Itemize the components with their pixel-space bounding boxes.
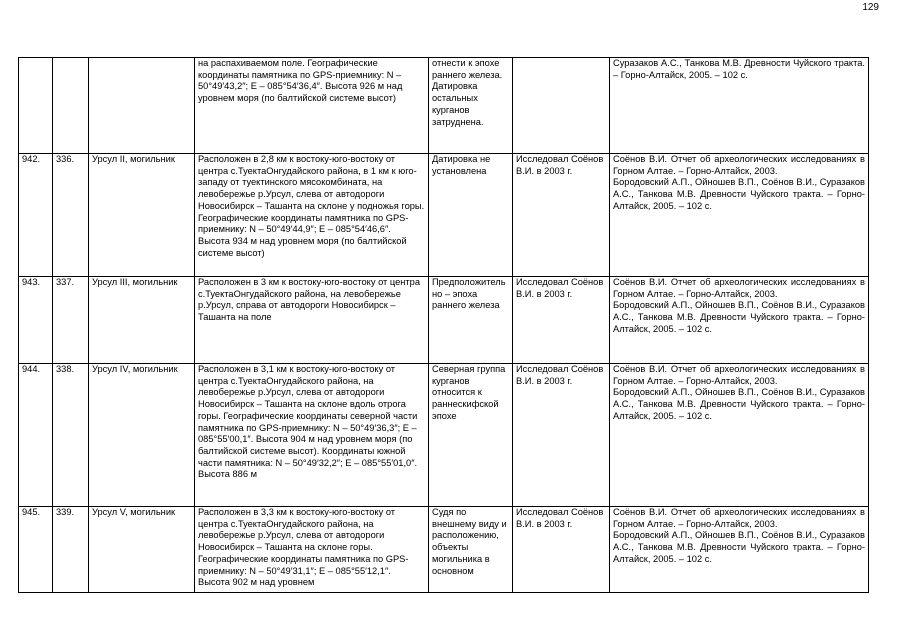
- dating-cell: Датировка не установлена: [429, 154, 513, 277]
- location-description-cell: Расположен в 3,3 км к востоку-юго-востоку от центра с.ТуектаОнгудайского района, на левобережье р.Урсул, слева от автодороги Новосибирск – Ташанта на склоне горы. Географические координаты памятника по GPS-приемнику: N – 50°49′31,1″; E – 085°55′12,1″. Высота 902 м над уровнем: [195, 507, 429, 593]
- page-number: 129: [862, 2, 879, 13]
- bibliography-entry: Соёнов В.И. Отчет об археологических исследованиях в Горном Алтае. – Горно-Алтайск, 2003.: [613, 364, 865, 386]
- row-number-cell: [19, 58, 53, 154]
- research-cell: [513, 58, 610, 154]
- table-row: [19, 507, 869, 593]
- bibliography-entry: Соёнов В.И. Отчет об археологических исследованиях в Горном Алтае. – Горно-Алтайск, 2003.: [613, 507, 865, 529]
- bibliography-cell: [610, 507, 869, 593]
- row-number-cell: 945.: [19, 507, 53, 593]
- row-subnumber-cell: [53, 58, 89, 154]
- dating-cell: Судя по внешнему виду и расположению, объекты могильника в основном: [429, 507, 513, 593]
- bibliography-cell: [610, 154, 869, 277]
- location-description-cell: Расположен в 3,1 км к востоку-юго-востоку от центра с.ТуектаОнгудайского района, на левобережье р.Урсул, слева от автодороги Новосибирск – Ташанта на склоне вдоль отрога горы. Географические координаты северной части памятника по GPS-приемнику: N – 50°49′36,3″; E – 085°55′00,1″. Высота 904 м над уровнем моря (по балтийской системе высот). Координаты южной части памятника: N – 50°49′32,2″; E – 085°55′01,0″. Высота 886 м: [195, 364, 429, 507]
- bibliography-entry: Бородовский А.П., Ойношев В.П., Соёнов В.И., Суразаков А.С., Танкова М.В. Древности Чуйского тракта. – Горно-Алтайск, 2005. – 102 с.: [613, 300, 865, 334]
- dating-cell: Предположительно – эпоха раннего железа: [429, 277, 513, 364]
- bibliography-entry: Соёнов В.И. Отчет об археологических исследованиях в Горном Алтае. – Горно-Алтайск, 2003.: [613, 154, 865, 176]
- dating-cell: Северная группа курганов относится к раннескифской эпохе: [429, 364, 513, 507]
- row-subnumber-cell: 338.: [53, 364, 89, 507]
- monument-name-cell: Урсул II, могильник: [89, 154, 195, 277]
- row-number-cell: 944.: [19, 364, 53, 507]
- bibliography-cell: [610, 277, 869, 364]
- row-number-cell: 942.: [19, 154, 53, 277]
- location-description-cell: на распахиваемом поле. Географические координаты памятника по GPS-приемнику: N – 50°49′43,2″; E – 085°54′36,4″. Высота 926 м над уровнем моря (по балтийской системе высот): [195, 58, 429, 154]
- research-cell: Исследовал Соёнов В.И. в 2003 г.: [513, 154, 610, 277]
- table-row: [19, 364, 869, 507]
- monument-name-cell: Урсул V, могильник: [89, 507, 195, 593]
- table-row: [19, 277, 869, 364]
- bibliography-cell: [610, 364, 869, 507]
- row-subnumber-cell: 336.: [53, 154, 89, 277]
- row-number-cell: 943.: [19, 277, 53, 364]
- research-cell: Исследовал Соёнов В.И. в 2003 г.: [513, 277, 610, 364]
- research-cell: Исследовал Соёнов В.И. в 2003 г.: [513, 364, 610, 507]
- location-description-cell: Расположен в 3 км к востоку-юго-востоку от центра с.ТуектаОнгудайского района, на левобережье р.Урсул, справа от автодороги Новосибирск – Ташанта на поле: [195, 277, 429, 364]
- table-row: [19, 58, 869, 154]
- bibliography-entry: Бородовский А.П., Ойношев В.П., Соёнов В.И., Суразаков А.С., Танкова М.В. Древности Чуйского тракта. – Горно-Алтайск, 2005. – 102 с.: [613, 177, 865, 211]
- row-subnumber-cell: 339.: [53, 507, 89, 593]
- dating-cell: отнести к эпохе раннего железа. Датировка остальных курганов затруднена.: [429, 58, 513, 154]
- bibliography-entry: Соёнов В.И. Отчет об археологических исследованиях в Горном Алтае. – Горно-Алтайск, 2003.: [613, 277, 865, 299]
- location-description-cell: Расположен в 2,8 км к востоку-юго-востоку от центра с.ТуектаОнгудайского района, в 1 км к юго-западу от туектинского мясокомбината, на левобережье р.Урсул, слева от автодороги Новосибирск – Ташанта на склоне у подножья горы. Географические координаты памятника по GPS-приемнику: N – 50°49′44,9″; E – 085°54′46,6″. Высота 934 м над уровнем моря (по балтийской системе высот): [195, 154, 429, 277]
- monuments-table: [18, 57, 869, 593]
- row-subnumber-cell: 337.: [53, 277, 89, 364]
- bibliography-entry: Суразаков А.С., Танкова М.В. Древности Чуйского тракта. – Горно-Алтайск, 2005. – 102 с.: [613, 58, 865, 80]
- bibliography-entry: Бородовский А.П., Ойношев В.П., Соёнов В.И., Суразаков А.С., Танкова М.В. Древности Чуйского тракта. – Горно-Алтайск, 2005. – 102 с.: [613, 530, 865, 564]
- research-cell: Исследовал Соёнов В.И. в 2003 г.: [513, 507, 610, 593]
- bibliography-entry: Бородовский А.П., Ойношев В.П., Соёнов В.И., Суразаков А.С., Танкова М.В. Древности Чуйского тракта. – Горно-Алтайск, 2005. – 102 с.: [613, 387, 865, 421]
- table-row: [19, 154, 869, 277]
- bibliography-cell: [610, 58, 869, 154]
- monument-name-cell: Урсул III, могильник: [89, 277, 195, 364]
- monument-name-cell: [89, 58, 195, 154]
- monument-name-cell: Урсул IV, могильник: [89, 364, 195, 507]
